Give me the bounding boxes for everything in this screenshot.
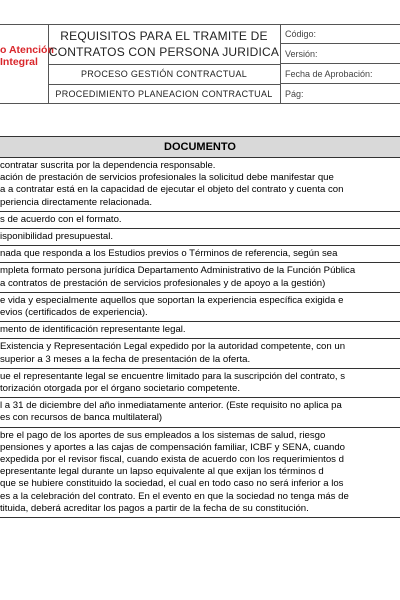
document-title bbox=[48, 24, 280, 65]
requirement-text-line: e vida y especialmente aquellos que soportan la experiencia específica exigida e bbox=[0, 294, 344, 306]
requirement-row bbox=[0, 293, 400, 322]
requirement-text-line: periencia directamente relacionada. bbox=[0, 196, 152, 208]
requirement-text-line: expedida por el revisor fiscal, cuando exista de acuerdo con los requerimientos d bbox=[0, 454, 344, 466]
requirement-text-line: ación de prestación de servicios profesionales la solicitud debe manifestar que bbox=[0, 172, 334, 184]
page-label: Pág: bbox=[285, 89, 304, 99]
requirement-text-line: mento de identificación representante legal. bbox=[0, 324, 186, 336]
requirement-row bbox=[0, 246, 400, 263]
requirement-text-line: superior a 3 meses a la fecha de presentación de la oferta. bbox=[0, 353, 251, 365]
requirement-text-line: torización otorgada por el órgano societario competente. bbox=[0, 383, 240, 395]
requirement-row bbox=[0, 369, 400, 398]
requirement-text-line: evios (certificados de experiencia). bbox=[0, 307, 148, 319]
requirements-list bbox=[0, 158, 400, 518]
process-name: PROCESO GESTIÓN CONTRACTUAL bbox=[48, 64, 280, 85]
requirement-text-line: s de acuerdo con el formato. bbox=[0, 213, 122, 225]
table-header-documento: DOCUMENTO bbox=[0, 136, 400, 158]
requirement-text-line: a a contratar está en la capacidad de ejecutar el objeto del contrato y cuenta con bbox=[0, 184, 344, 196]
requirement-text-line: tituida, deberá acreditar los pagos a partir de la fecha de su constitución. bbox=[0, 502, 309, 514]
requirements-table bbox=[0, 136, 400, 518]
logo-text-line1: o Atención bbox=[0, 44, 54, 56]
version-label: Versión: bbox=[281, 44, 400, 64]
requirement-row bbox=[0, 398, 400, 427]
requirement-row bbox=[0, 339, 400, 368]
requirement-row bbox=[0, 263, 400, 292]
requirement-text-line: ue el representante legal se encuentre limitado para la suscripción del contrato, s bbox=[0, 370, 346, 382]
requirement-text-line: epresentante legal durante un lapso equivalente al que exijan los términos d bbox=[0, 466, 324, 478]
code-label: Código: bbox=[281, 24, 400, 44]
logo-text-line2: Integral bbox=[0, 56, 38, 68]
requirement-text-line: que se hubiere constituido la sociedad, el cual en todo caso no será inferior a los bbox=[0, 478, 344, 490]
requirement-row bbox=[0, 322, 400, 339]
requirement-text-line: mpleta formato persona jurídica Departamento Administrativo de la Función Pública bbox=[0, 265, 356, 277]
document-title-line2: CONTRATOS CON PERSONA JURIDICA bbox=[48, 45, 280, 59]
requirement-text-line: pensiones y aportes a las cajas de compensación familiar, ICBF y SENA, cuando bbox=[0, 441, 346, 453]
requirement-text-line: es a la celebración del contrato. En el evento en que la sociedad no tenga más de bbox=[0, 490, 349, 502]
requirement-row bbox=[0, 428, 400, 518]
requirement-text-line: a contratos de prestación de servicios profesionales y de apoyo a la gestión) bbox=[0, 277, 326, 289]
document-control-info bbox=[280, 24, 400, 104]
requirement-row bbox=[0, 158, 400, 212]
requirement-text-line: contratar suscrita por la dependencia responsable. bbox=[0, 160, 216, 171]
requirement-text-line: isponibilidad presupuestal. bbox=[0, 231, 114, 243]
approval-date-label: Fecha de Aprobación: bbox=[281, 64, 400, 84]
procedure-name: PROCEDIMIENTO PLANEACION CONTRACTUAL bbox=[55, 89, 273, 99]
document-title-line1: REQUISITOS PARA EL TRAMITE DE bbox=[60, 29, 268, 43]
document-header bbox=[0, 24, 400, 104]
requirement-text-line: es con recursos de banca multilateral) bbox=[0, 412, 163, 424]
requirement-text-line: bre el pago de los aportes de sus empleados a los sistemas de salud, riesgo bbox=[0, 429, 326, 441]
requirement-row bbox=[0, 229, 400, 246]
requirement-row bbox=[0, 212, 400, 229]
header-center bbox=[48, 24, 280, 104]
organization-logo bbox=[0, 24, 54, 104]
requirement-text-line: nada que responda a los Estudios previos o Términos de referencia, según sea bbox=[0, 248, 338, 260]
requirement-text-line: Existencia y Representación Legal expedido por la autoridad competente, con un bbox=[0, 341, 346, 353]
requirement-text-line: l a 31 de diciembre del año inmediatamente anterior. (Este requisito no aplica pa bbox=[0, 400, 342, 412]
